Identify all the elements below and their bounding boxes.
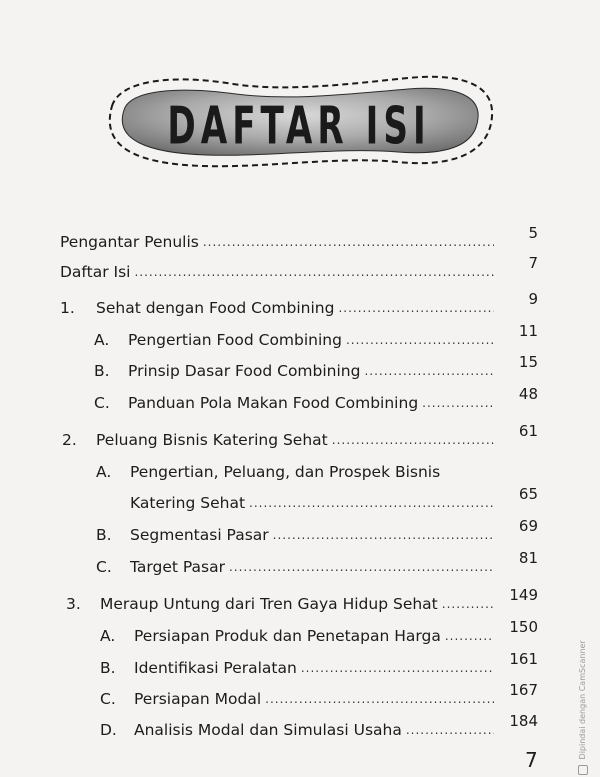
toc-row	[60, 225, 538, 251]
toc-row	[66, 587, 538, 613]
toc-row-number: 2.	[62, 431, 77, 449]
toc-row	[100, 682, 538, 708]
toc-row-label: Identifikasi Peralatan	[134, 659, 297, 677]
toc-row-page: 69	[518, 517, 538, 535]
toc-row	[62, 423, 538, 449]
toc-row-label: Persiapan Modal	[134, 690, 262, 708]
toc-row-label: Sehat dengan Food Combining	[96, 299, 335, 317]
toc-row-number: B.	[96, 526, 112, 544]
dot-leader	[445, 630, 494, 642]
toc-row-page: 81	[518, 549, 538, 567]
toc-row-page: 61	[518, 422, 538, 440]
toc-row-label: Analisis Modal dan Simulasi Usaha	[134, 721, 402, 739]
toc-row-label: Daftar Isi	[60, 263, 131, 281]
page-number: 7	[525, 748, 538, 772]
toc-row-number: B.	[100, 659, 116, 677]
toc-row-label: Pengantar Penulis	[60, 233, 199, 251]
toc-row	[60, 255, 538, 281]
toc-row-label: Pengertian, Peluang, dan Prospek Bisnis	[130, 463, 441, 481]
toc-row-number: 1.	[60, 299, 75, 317]
toc-row-label: Segmentasi Pasar	[130, 526, 269, 544]
dot-leader	[346, 334, 494, 346]
toc-row-page: 150	[509, 618, 538, 636]
scanner-watermark	[578, 560, 592, 775]
toc-row	[60, 291, 538, 317]
toc-row-number: B.	[94, 362, 110, 380]
toc-row-label: Target Pasar	[130, 558, 225, 576]
toc-row	[100, 619, 538, 645]
toc-row	[96, 455, 538, 481]
toc-row	[130, 486, 538, 512]
toc-row	[94, 386, 538, 412]
dot-leader	[249, 497, 494, 509]
toc-row-number: 3.	[66, 595, 81, 613]
toc-row-number: C.	[96, 558, 112, 576]
toc-row-number: D.	[100, 721, 117, 739]
toc-row-page: 184	[509, 712, 538, 730]
toc-row	[96, 518, 538, 544]
toc-row-number: A.	[100, 627, 116, 645]
toc-row	[100, 713, 538, 739]
dot-leader	[265, 693, 494, 705]
dot-leader	[273, 529, 494, 541]
dot-leader	[364, 365, 494, 377]
toc-row-number: A.	[96, 463, 112, 481]
toc-row-page: 9	[528, 290, 538, 308]
toc-row-label: Persiapan Produk dan Penetapan Harga	[134, 627, 441, 645]
toc-row-page: 5	[528, 224, 538, 242]
dot-leader	[442, 598, 494, 610]
dot-leader	[134, 266, 494, 278]
toc-row-page: 11	[518, 322, 538, 340]
toc-row-label: Meraup Untung dari Tren Gaya Hidup Sehat	[100, 595, 438, 613]
toc-row-label: Peluang Bisnis Katering Sehat	[96, 431, 328, 449]
dot-leader	[406, 724, 494, 736]
dot-leader	[332, 434, 494, 446]
toc-row	[100, 651, 538, 677]
toc-row-page: 7	[528, 254, 538, 272]
toc-row	[94, 354, 538, 380]
page-title: DAFTAR ISI	[167, 96, 431, 156]
watermark-text: Dipindai dengan CamScanner	[578, 640, 587, 760]
toc-row-label: Prinsip Dasar Food Combining	[128, 362, 361, 380]
dot-leader	[301, 662, 494, 674]
toc-row-page: 48	[518, 385, 538, 403]
dot-leader	[229, 561, 494, 573]
toc-row	[96, 550, 538, 576]
toc-row-label: Katering Sehat	[130, 494, 246, 512]
dot-leader	[203, 236, 494, 248]
toc-row	[94, 323, 538, 349]
toc-row-page: 167	[509, 681, 538, 699]
camscanner-icon	[578, 765, 588, 775]
toc-row-page: 161	[509, 650, 538, 668]
dot-leader	[422, 397, 494, 409]
toc-row-number: C.	[100, 690, 116, 708]
toc-row-page: 15	[518, 353, 538, 371]
toc-row-page: 149	[509, 586, 538, 604]
toc-row-label: Pengertian Food Combining	[128, 331, 342, 349]
toc-row-page: 65	[518, 485, 538, 503]
toc-row-number: C.	[94, 394, 110, 412]
toc-row-number: A.	[94, 331, 110, 349]
dot-leader	[338, 302, 494, 314]
toc-row-label: Panduan Pola Makan Food Combining	[128, 394, 419, 412]
